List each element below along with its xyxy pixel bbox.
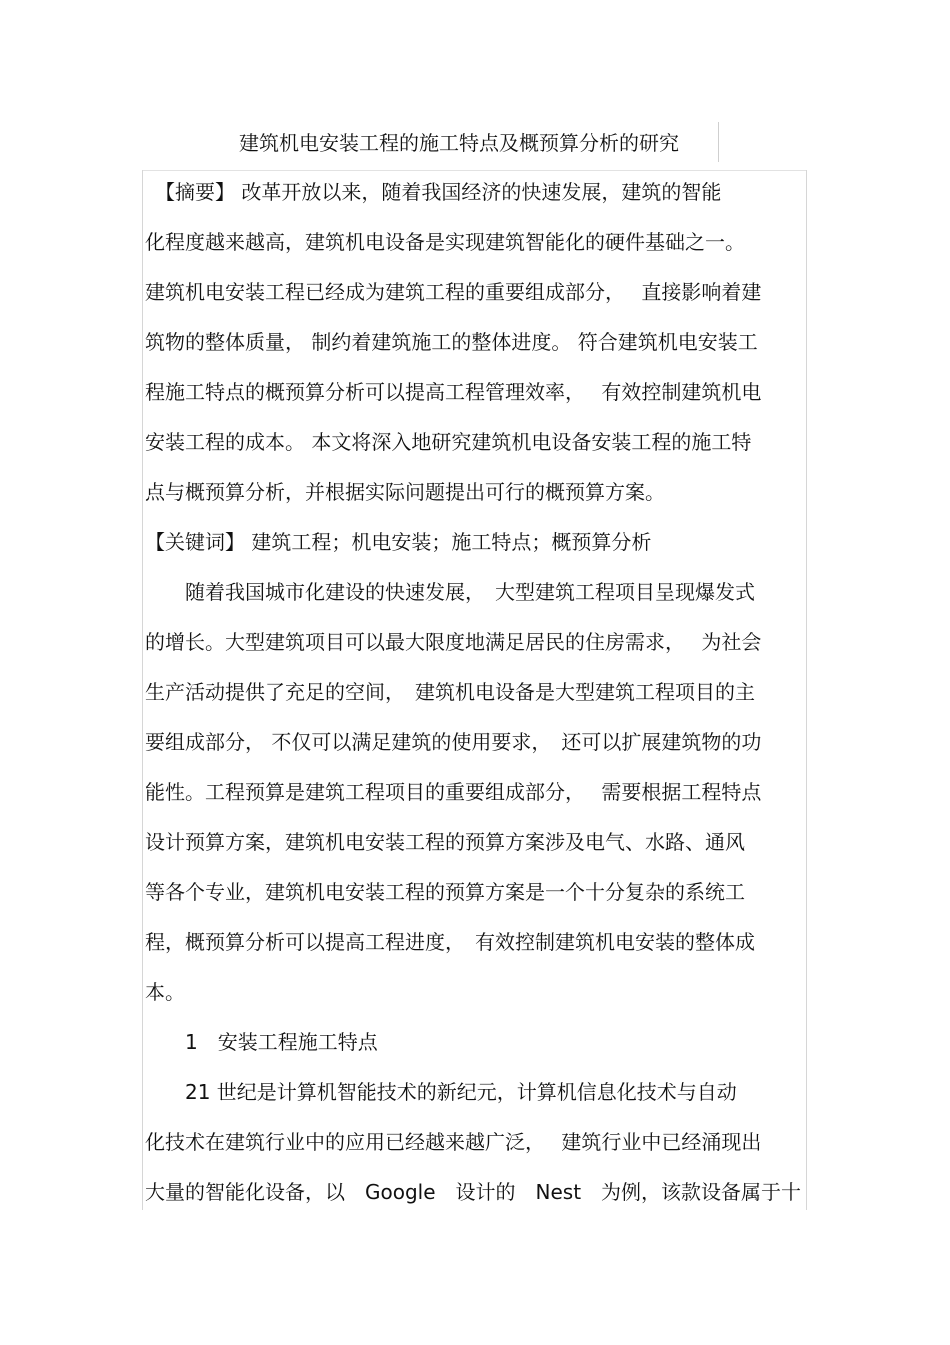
abstract-line-3: 建筑机电安装工程已经成为建筑工程的重要组成部分， 直接影响着建 <box>145 280 762 304</box>
body-line-1: 随着我国城市化建设的快速发展， 大型建筑工程项目呈现爆发式 <box>145 580 755 604</box>
document-title: 建筑机电安装工程的施工特点及概预算分析的研究 <box>239 131 679 155</box>
body-line-5: 能性。工程预算是建筑工程项目的重要组成部分， 需要根据工程特点 <box>145 780 762 804</box>
abstract-line-6: 安装工程的成本。 本文将深入地研究建筑机电设备安装工程的施工特 <box>145 430 752 454</box>
abstract-line-2: 化程度越来越高，建筑机电设备是实现建筑智能化的硬件基础之一。 <box>145 230 745 254</box>
keywords-line: 【关键词】 建筑工程；机电安装；施工特点；概预算分析 <box>145 530 652 554</box>
abstract-line-1: 【摘要】 改革开放以来，随着我国经济的快速发展，建筑的智能 <box>145 180 722 204</box>
body-line-3: 生产活动提供了充足的空间， 建筑机电设备是大型建筑工程项目的主 <box>145 680 755 704</box>
body-line-9: 本。 <box>145 980 185 1004</box>
body-line-8: 程，概预算分析可以提高工程进度， 有效控制建筑机电安装的整体成 <box>145 930 755 954</box>
abstract-line-5: 程施工特点的概预算分析可以提高工程管理效率， 有效控制建筑机电 <box>145 380 762 404</box>
abstract-line-4: 筑物的整体质量， 制约着建筑施工的整体进度。 符合建筑机电安装工 <box>145 330 758 354</box>
section-line-3: 大量的智能化设备，以 Google 设计的 Nest 为例，该款设备属于十 <box>145 1180 802 1204</box>
frame-right-border <box>806 170 807 1210</box>
section-heading: 1 安装工程施工特点 <box>145 1030 378 1054</box>
abstract-line-7: 点与概预算分析，并根据实际问题提出可行的概预算方案。 <box>145 480 665 504</box>
section-line-1: 21 世纪是计算机智能技术的新纪元，计算机信息化技术与自动 <box>145 1080 737 1104</box>
body-line-4: 要组成部分， 不仅可以满足建筑的使用要求， 还可以扩展建筑物的功 <box>145 730 762 754</box>
section-line-2: 化技术在建筑行业中的应用已经越来越广泛， 建筑行业中已经涌现出 <box>145 1130 762 1154</box>
body-line-6: 设计预算方案，建筑机电安装工程的预算方案涉及电气、水路、通风 <box>145 830 745 854</box>
frame-top-border <box>142 170 806 171</box>
body-line-2: 的增长。大型建筑项目可以最大限度地满足居民的住房需求， 为社会 <box>145 630 762 654</box>
frame-left-border <box>142 170 143 1210</box>
body-line-7: 等各个专业，建筑机电安装工程的预算方案是一个十分复杂的系统工 <box>145 880 745 904</box>
